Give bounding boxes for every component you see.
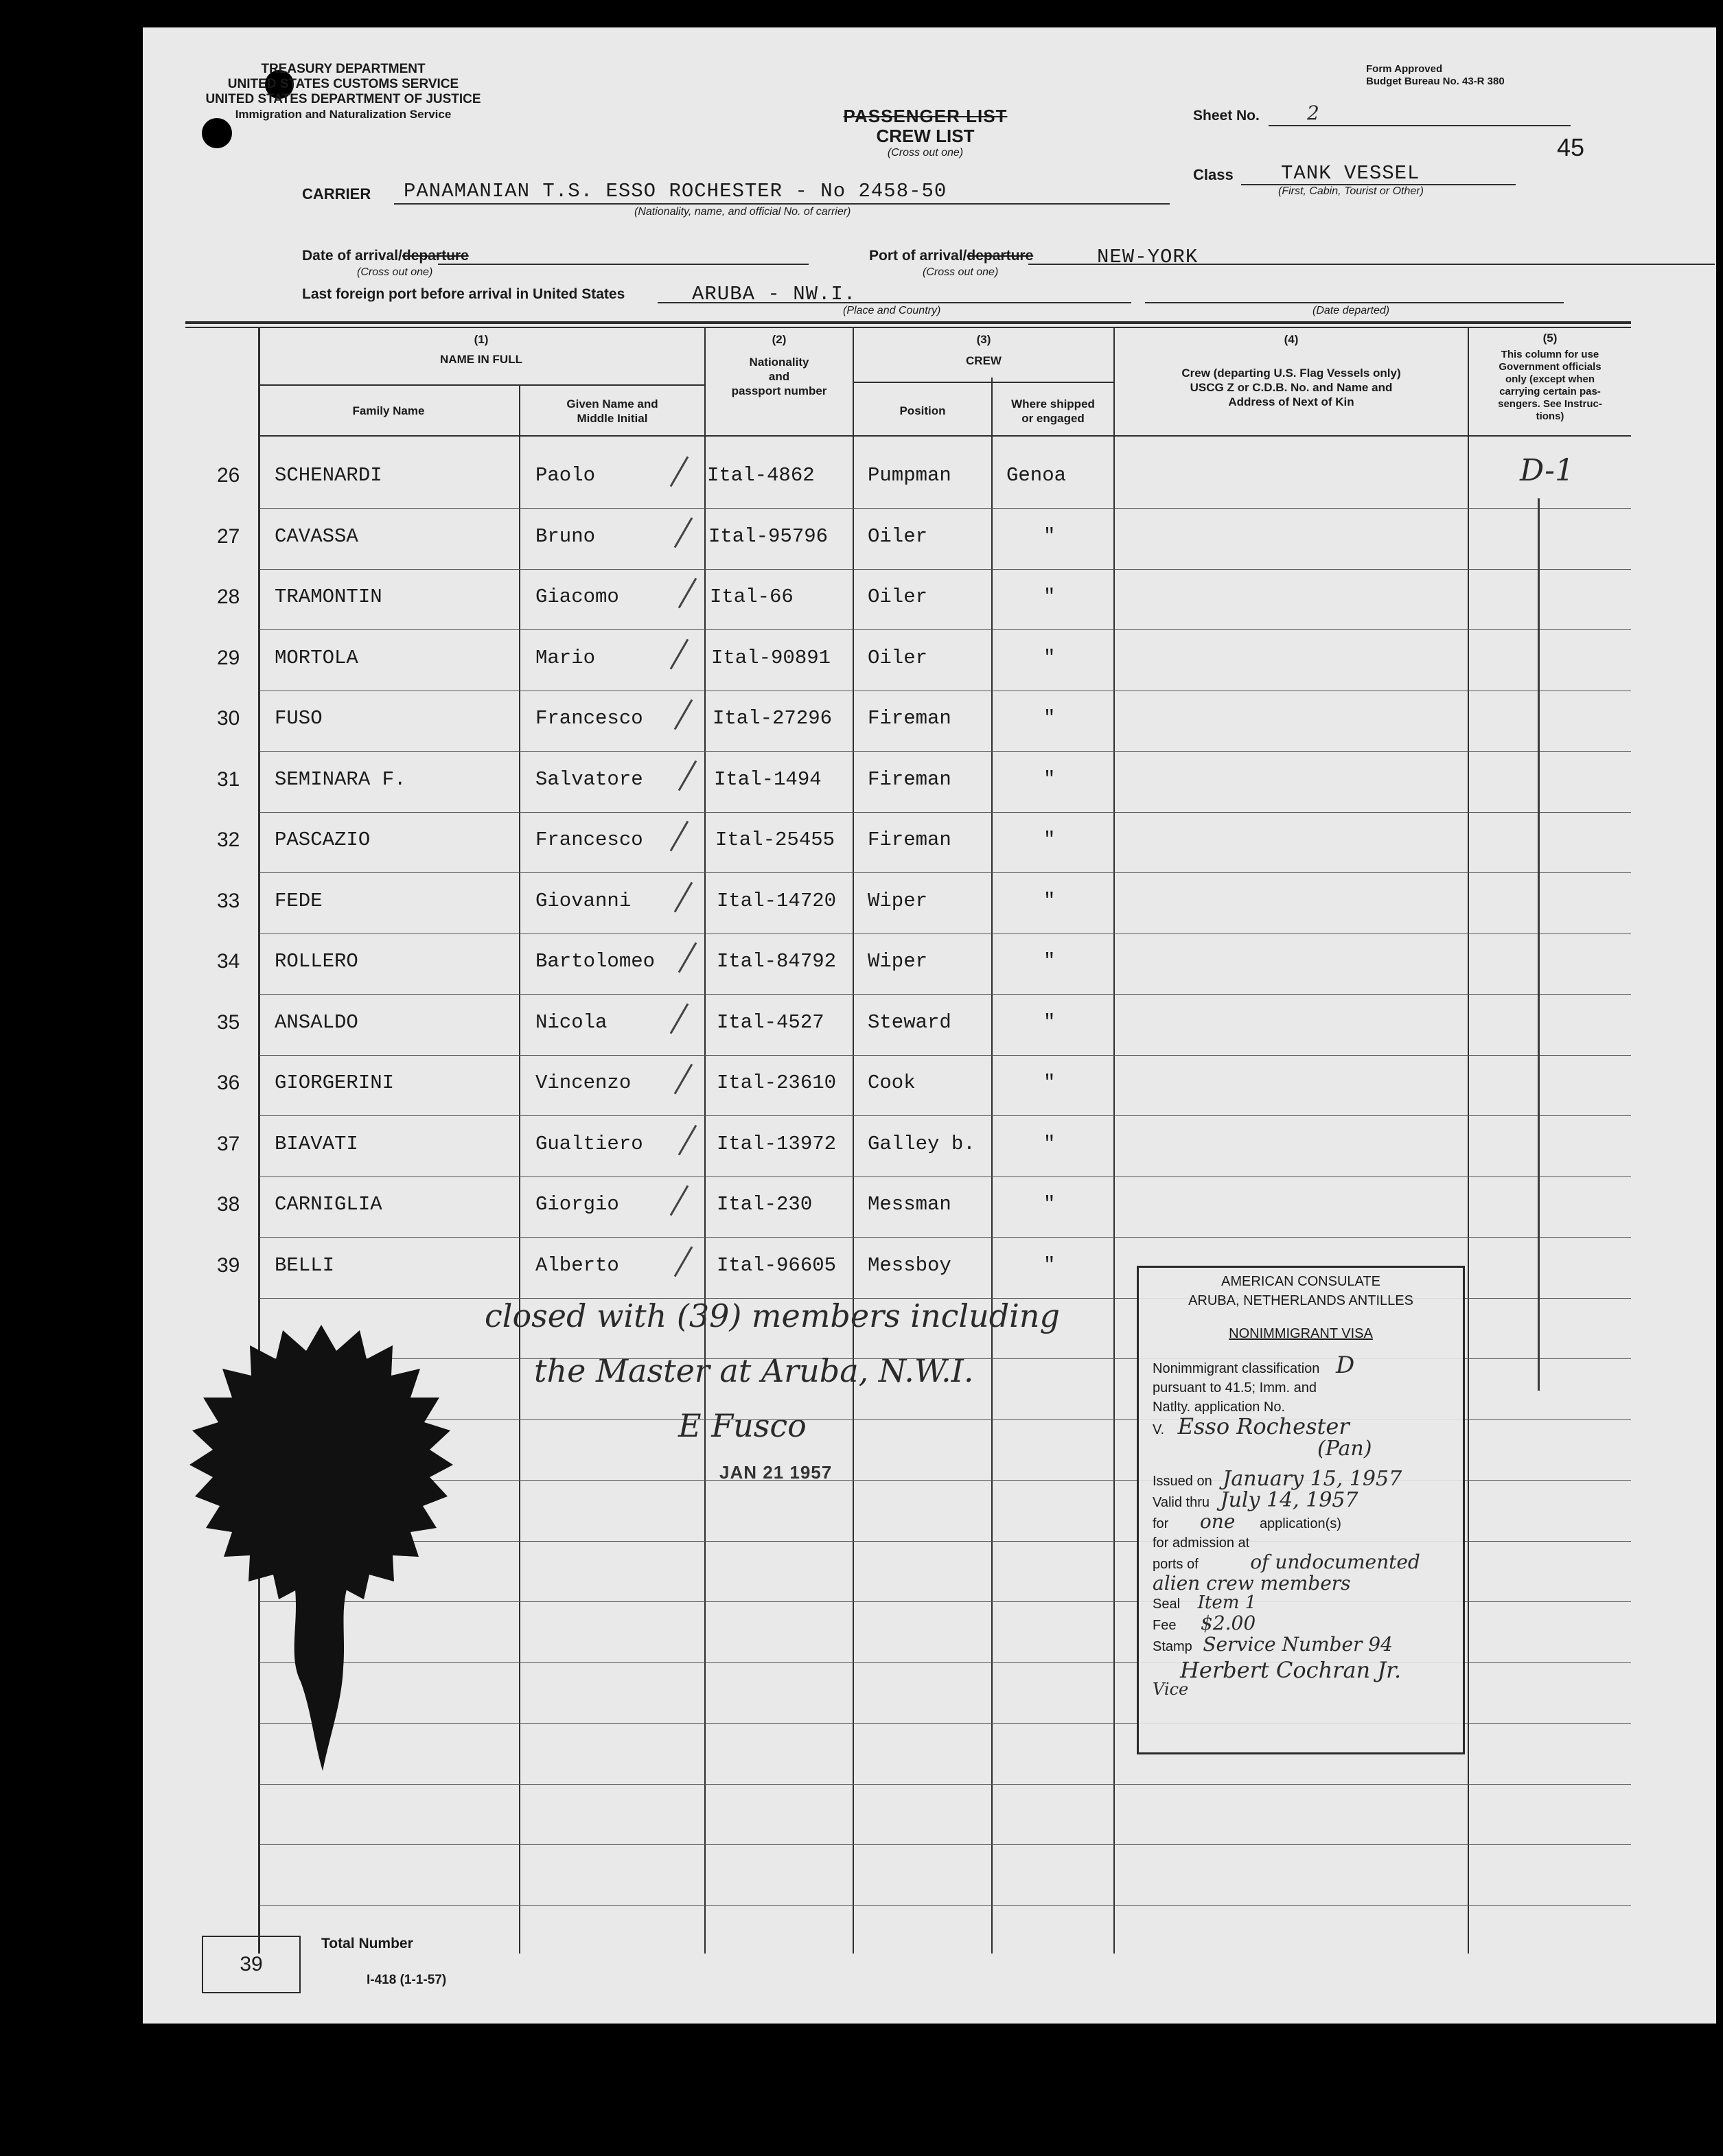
seal-emblem — [170, 1297, 472, 1778]
issued-label: Issued on — [1153, 1474, 1212, 1489]
family-name-cell: PASCAZIO — [275, 828, 371, 851]
row-number: 38 — [217, 1193, 240, 1216]
visa-alien: alien crew members — [1153, 1572, 1351, 1595]
position-cell: Wiper — [868, 950, 928, 973]
ports-label: ports of — [1153, 1557, 1199, 1572]
carrier-note: (Nationality, name, and official No. of carrier) — [634, 206, 851, 218]
crew-list-form — [143, 27, 1716, 2024]
carrier-label: CARRIER — [302, 185, 371, 202]
stamp-label: Stamp — [1153, 1639, 1192, 1654]
visa-line1: AMERICAN CONSULATE — [1221, 1274, 1380, 1289]
visa-stamp-row — [1153, 1635, 1463, 1656]
where-shipped-cell: " — [1043, 767, 1056, 791]
row-number: 35 — [217, 1010, 240, 1034]
visa-classification — [1153, 1352, 1463, 1379]
ruled-line — [259, 751, 1631, 752]
crew-departing-line: Crew (departing U.S. Flag Vessels only) — [1181, 367, 1401, 380]
place-country-note: (Place and Country) — [843, 305, 941, 316]
date-arrival-note: (Cross out one) — [357, 266, 433, 278]
total-number-box — [202, 1936, 301, 1993]
given-name-cell: Mario — [535, 646, 596, 669]
check-mark — [674, 517, 693, 548]
given-name-cell: Giovanni — [535, 889, 632, 912]
ruled-line — [259, 1905, 1631, 1906]
ruled-line — [259, 1784, 1631, 1785]
given-name-cell: Giacomo — [535, 586, 619, 608]
where-shipped-cell: " — [1043, 1193, 1056, 1216]
where-shipped-cell: " — [1043, 646, 1056, 669]
position-heading: Position — [899, 404, 946, 417]
given-name-cell: Gualtiero — [535, 1132, 643, 1155]
col3-heading — [854, 332, 1113, 368]
form-number: I-418 (1-1-57) — [367, 1973, 447, 1987]
form-approved-line: Budget Bureau No. 43-R 380 — [1366, 76, 1505, 87]
ruled-line — [259, 569, 1631, 570]
given-name-cell: Salvatore — [535, 767, 643, 791]
crew-heading: CREW — [966, 354, 1002, 367]
check-mark — [670, 638, 689, 669]
date-stamp: JAN 21 1957 — [719, 1462, 833, 1483]
visa-seal — [1153, 1593, 1463, 1614]
passport-cell: Ital-84792 — [717, 950, 837, 973]
crew-departing-line: Address of Next of Kin — [1228, 395, 1354, 408]
position-cell: Fireman — [868, 767, 951, 791]
visa-line3: NONIMMIGRANT VISA — [1229, 1326, 1373, 1341]
for-value: one — [1199, 1510, 1236, 1533]
family-name-cell: MORTOLA — [275, 646, 358, 669]
given-name-cell: Nicola — [535, 1010, 608, 1034]
visa-line2: ARUBA, NETHERLANDS ANTILLES — [1188, 1293, 1413, 1308]
family-name-cell: BELLI — [275, 1253, 335, 1277]
col5-note-line: tions) — [1536, 410, 1564, 422]
total-label: Total Number — [321, 1936, 413, 1951]
vessel-label: V. — [1153, 1422, 1165, 1437]
row-number: 28 — [217, 586, 240, 608]
closing-note-line2: the Master at Aruba, N.W.I. — [534, 1352, 974, 1389]
position-cell: Messman — [868, 1193, 951, 1216]
family-name-cell: CARNIGLIA — [275, 1193, 382, 1216]
family-name-cell: TRAMONTIN — [275, 586, 382, 608]
col5-note-line: sengers. See Instruc- — [1498, 398, 1602, 410]
col2-heading — [706, 332, 853, 398]
position-cell: Pumpman — [868, 464, 951, 487]
col5-mark: D-1 — [1520, 453, 1574, 488]
title-crew-list: CREW LIST — [876, 126, 975, 146]
struck-departure: departure — [402, 248, 469, 264]
ruled-line — [259, 994, 1631, 995]
check-mark — [678, 578, 697, 609]
visa-signature: Herbert Cochran Jr. — [1180, 1657, 1402, 1683]
passport-cell: Ital-66 — [710, 586, 794, 608]
given-name-cell: Alberto — [535, 1253, 619, 1277]
dept-line: UNITED STATES DEPARTMENT OF JUSTICE — [205, 92, 481, 106]
valid-label: Valid thru — [1153, 1495, 1210, 1510]
closing-note-line1: closed with (39) members including — [485, 1297, 1060, 1334]
check-mark — [674, 699, 693, 730]
family-name-heading: Family Name — [352, 404, 425, 417]
col5-heading — [1469, 332, 1631, 423]
passport-cell: Ital-4862 — [707, 464, 815, 487]
fee-label: Fee — [1153, 1618, 1177, 1633]
col-number: (1) — [474, 333, 489, 346]
fee-value: $2.00 — [1201, 1612, 1256, 1634]
form-approved — [1366, 63, 1505, 88]
where-shipped-cell: " — [1043, 1132, 1056, 1155]
where-shipped-line: Where shipped — [1011, 397, 1095, 410]
where-shipped-cell: " — [1043, 889, 1056, 912]
row-number: 29 — [217, 646, 240, 669]
classification-label: Nonimmigrant classification — [1153, 1361, 1320, 1376]
visa-valid — [1153, 1488, 1463, 1512]
crew-departing-line: USCG Z or C.D.B. No. and Name and — [1190, 381, 1393, 394]
port-arrival-note: (Cross out one) — [923, 266, 999, 278]
ruled-line — [259, 1176, 1631, 1177]
check-mark — [674, 1064, 693, 1095]
visa-stamp — [1137, 1266, 1465, 1754]
nationality-line: and — [768, 370, 790, 383]
closing-signature: E Fusco — [678, 1407, 807, 1444]
col-number: (4) — [1284, 333, 1299, 346]
check-mark — [674, 1246, 693, 1277]
col-number: (5) — [1542, 332, 1558, 345]
position-cell: Oiler — [868, 586, 928, 608]
valid-value: July 14, 1957 — [1220, 1488, 1358, 1512]
passport-cell: Ital-230 — [717, 1193, 813, 1216]
row-number: 27 — [217, 524, 240, 548]
date-arrival-text: Date of arrival/ — [302, 248, 402, 264]
nationality-line: passport number — [731, 384, 827, 397]
position-cell: Cook — [868, 1071, 916, 1094]
family-name-cell: BIAVATI — [275, 1132, 358, 1155]
passport-cell: Ital-14720 — [717, 889, 837, 912]
visa-natly: Natlty. application No. — [1153, 1400, 1286, 1415]
family-name-cell: CAVASSA — [275, 524, 358, 548]
given-name-cell: Bartolomeo — [535, 950, 656, 973]
title-struck: PASSENGER LIST — [843, 106, 1008, 126]
ruled-line — [259, 1055, 1631, 1056]
class-value: TANK VESSEL — [1281, 162, 1420, 185]
given-name-cell: Paolo — [535, 464, 596, 487]
visa-pursuant: pursuant to 41.5; Imm. and — [1153, 1380, 1317, 1395]
passport-cell: Ital-25455 — [715, 828, 835, 851]
where-shipped-cell: " — [1043, 707, 1056, 730]
row-number: 34 — [217, 950, 240, 973]
passport-cell: Ital-4527 — [717, 1010, 824, 1034]
row-number: 33 — [217, 889, 240, 912]
department-header — [199, 62, 487, 122]
port-arrival-value: NEW-YORK — [1097, 246, 1199, 268]
position-cell: Messboy — [868, 1253, 951, 1277]
issued-value: January 15, 1957 — [1223, 1467, 1402, 1491]
nationality-line: Nationality — [749, 356, 809, 369]
where-shipped-line: or engaged — [1021, 412, 1085, 425]
name-in-full-heading: NAME IN FULL — [440, 353, 522, 366]
passport-cell: Ital-95796 — [708, 524, 829, 548]
row-number: 30 — [217, 707, 240, 730]
form-approved-line: Form Approved — [1366, 63, 1443, 75]
where-shipped-cell: " — [1043, 950, 1056, 973]
passport-cell: Ital-13972 — [717, 1132, 837, 1155]
position-cell: Oiler — [868, 646, 928, 669]
dept-line: Immigration and Naturalization Service — [235, 108, 452, 121]
col5-vertical-mark — [1538, 498, 1540, 1391]
check-mark — [674, 881, 693, 912]
where-shipped-cell: " — [1043, 1010, 1056, 1034]
dept-line: TREASURY DEPARTMENT — [261, 62, 426, 76]
family-name-cell: ANSALDO — [275, 1010, 358, 1034]
given-name-line: Middle Initial — [577, 412, 648, 425]
sheet-value: 2 — [1307, 102, 1319, 124]
row-number: 36 — [217, 1071, 240, 1094]
col4-heading — [1115, 332, 1468, 409]
row-number: 37 — [217, 1132, 240, 1155]
check-mark — [670, 821, 689, 852]
passport-cell: Ital-27296 — [713, 707, 833, 730]
page-number: 45 — [1557, 133, 1585, 161]
given-name-cell: Francesco — [535, 707, 643, 730]
visa-fee — [1153, 1614, 1463, 1635]
position-cell: Fireman — [868, 707, 951, 730]
row-number: 39 — [217, 1253, 240, 1277]
col5-note-line: This column for use — [1501, 349, 1599, 360]
visa-vessel — [1153, 1413, 1463, 1439]
passport-cell: Ital-23610 — [717, 1071, 837, 1094]
given-name-cell: Vincenzo — [535, 1071, 632, 1094]
class-label: Class — [1193, 166, 1234, 183]
col1-heading — [258, 332, 704, 367]
title-note: (Cross out one) — [887, 147, 964, 159]
row-number: 31 — [217, 767, 240, 791]
row-number: 26 — [217, 464, 240, 487]
where-shipped-cell: " — [1043, 828, 1056, 851]
vessel-value: Esso Rochester — [1177, 1413, 1350, 1439]
visa-ports — [1153, 1553, 1463, 1574]
family-name-cell: ROLLERO — [275, 950, 358, 973]
check-mark — [670, 456, 689, 487]
col5-note-line: carrying certain pas- — [1499, 386, 1601, 397]
ruled-line — [259, 508, 1631, 509]
seal-label: Seal — [1153, 1597, 1181, 1612]
passport-cell: Ital-1494 — [714, 767, 822, 791]
passport-cell: Ital-96605 — [717, 1253, 837, 1277]
seal-value: Item 1 — [1197, 1592, 1257, 1613]
col-number: (3) — [976, 333, 991, 346]
given-name-cell: Bruno — [535, 524, 596, 548]
carrier-value: PANAMANIAN T.S. ESSO ROCHESTER - No 2458-50 — [404, 180, 947, 202]
given-name-heading — [520, 397, 704, 426]
ruled-line — [259, 629, 1631, 630]
given-name-cell: Giorgio — [535, 1193, 619, 1216]
ports-value: of undocumented — [1250, 1551, 1420, 1573]
date-arrival-label — [302, 248, 469, 264]
ruled-line — [259, 1115, 1631, 1116]
applications-label: application(s) — [1259, 1516, 1341, 1531]
family-name-cell: SEMINARA F. — [275, 767, 406, 791]
check-mark — [678, 1124, 697, 1155]
family-name-cell: FEDE — [275, 889, 323, 912]
where-shipped-cell: " — [1043, 586, 1056, 608]
position-cell: Oiler — [868, 524, 928, 548]
class-note: (First, Cabin, Tourist or Other) — [1278, 185, 1424, 197]
ruled-line — [259, 1237, 1631, 1238]
where-shipped-heading — [993, 397, 1113, 426]
check-mark — [670, 1185, 689, 1216]
form-title — [802, 106, 1049, 159]
where-shipped-cell: " — [1043, 524, 1056, 548]
for-label: for — [1153, 1516, 1169, 1531]
struck-departure: departure — [967, 248, 1034, 264]
position-cell: Wiper — [868, 889, 928, 912]
check-mark — [678, 760, 697, 791]
visa-for — [1153, 1512, 1463, 1533]
ruled-line — [259, 812, 1631, 813]
stamp-value: Service Number 94 — [1203, 1633, 1393, 1656]
visa-signature-title: Vice — [1153, 1680, 1189, 1699]
dept-line: UNITED STATES CUSTOMS SERVICE — [227, 77, 459, 91]
family-name-cell: SCHENARDI — [275, 464, 382, 487]
family-name-cell: GIORGERINI — [275, 1071, 395, 1094]
given-name-cell: Francesco — [535, 828, 643, 851]
classification-value: D — [1335, 1352, 1355, 1379]
total-value: 39 — [240, 1953, 263, 1975]
last-port-value: ARUBA - NW.I. — [692, 283, 857, 305]
punch-hole — [202, 118, 232, 148]
check-mark — [670, 1003, 689, 1034]
port-arrival-text: Port of arrival/ — [869, 248, 967, 264]
vessel-flag: (Pan) — [1317, 1437, 1372, 1461]
where-shipped-cell: " — [1043, 1071, 1056, 1094]
col5-note-line: only (except when — [1505, 373, 1595, 385]
ruled-line — [259, 872, 1631, 873]
row-number: 32 — [217, 828, 240, 851]
port-arrival-label — [869, 248, 1033, 264]
sheet-label: Sheet No. — [1193, 108, 1260, 124]
position-cell: Galley b. — [868, 1132, 975, 1155]
last-port-label: Last foreign port before arrival in United States — [302, 286, 625, 302]
date-departed-note: (Date departed) — [1313, 305, 1390, 316]
where-shipped-cell: " — [1043, 1253, 1056, 1277]
check-mark — [678, 942, 697, 973]
visa-for-adm: for admission at — [1153, 1535, 1250, 1551]
position-cell: Fireman — [868, 828, 951, 851]
family-name-cell: FUSO — [275, 707, 323, 730]
col5-note-line: Government officials — [1499, 361, 1601, 373]
position-cell: Steward — [868, 1010, 951, 1034]
where-shipped-cell: Genoa — [1006, 464, 1067, 487]
ruled-line — [259, 1844, 1631, 1845]
passport-cell: Ital-90891 — [711, 646, 831, 669]
col-number: (2) — [772, 333, 787, 346]
given-name-line: Given Name and — [566, 397, 658, 410]
